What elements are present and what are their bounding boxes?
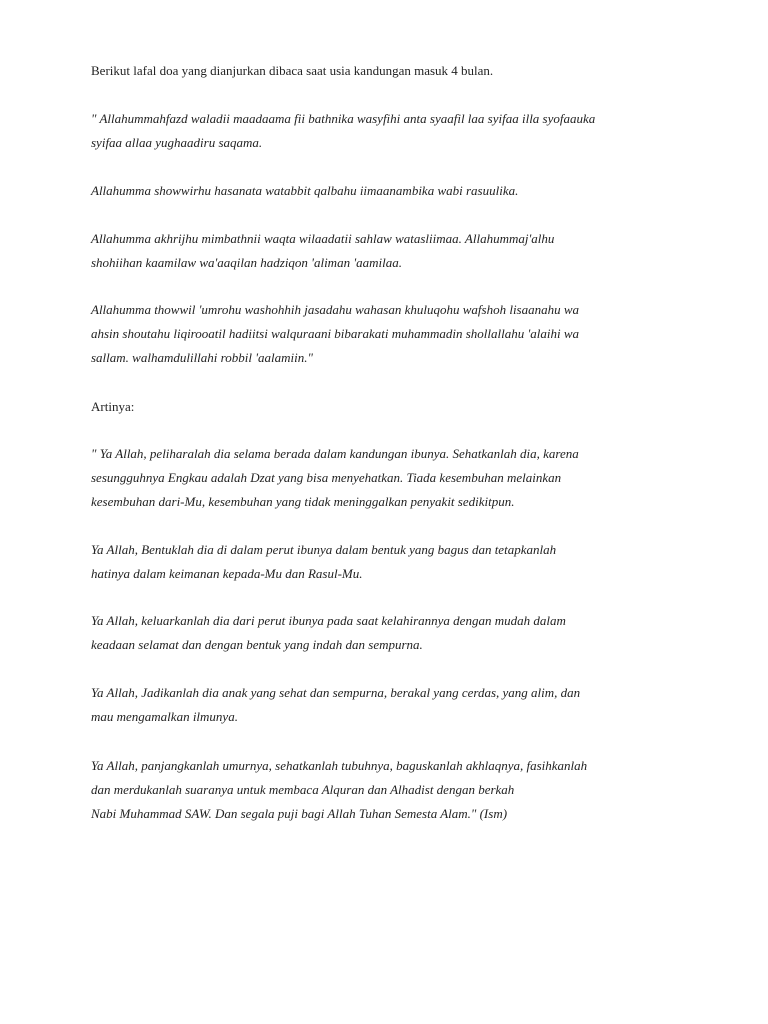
arti-line: sesungguhnya Engkau adalah Dzat yang bisa menyehatkan. Tiada kesembuhan melainkan [91,470,562,485]
arti-paragraph-3 [91,609,691,657]
doa-paragraph-3 [91,227,691,275]
arti-line: hatinya dalam keimanan kepada-Mu dan Rasul-Mu. [91,566,363,581]
arti-line: mau mengamalkan ilmunya. [91,709,238,724]
intro-line: Berikut lafal doa yang dianjurkan dibaca saat usia kandungan masuk 4 bulan. [91,63,494,78]
artinya-label: Artinya: [91,399,135,414]
doa-line: shohiihan kaamilaw wa'aaqilan hadziqon 'aliman 'aamilaa. [91,255,402,270]
arti-line: Nabi Muhammad SAW. Dan segala puji bagi Allah Tuhan Semesta Alam." (Ism) [91,806,508,821]
arti-paragraph-1 [91,442,691,514]
arti-paragraph-4 [91,681,691,729]
arti-line: Ya Allah, panjangkanlah umurnya, sehatkanlah tubuhnya, baguskanlah akhlaqnya, fasihkanlah [91,758,588,773]
arti-line: Ya Allah, Bentuklah dia di dalam perut ibunya dalam bentuk yang bagus dan tetapkanlah [91,542,557,557]
arti-line: kesembuhan dari-Mu, kesembuhan yang tidak meninggalkan penyakit sedikitpun. [91,494,515,509]
arti-paragraph-2 [91,538,691,586]
arti-line: keadaan selamat dan dengan bentuk yang indah dan sempurna. [91,637,423,652]
artinya-heading [91,395,691,419]
doa-line: syifaa allaa yughaadiru saqama. [91,135,263,150]
doa-line: Allahumma showwirhu hasanata watabbit qalbahu iimaanambika wabi rasuulika. [91,183,519,198]
doa-paragraph-4 [91,298,691,370]
doa-line: ahsin shoutahu liqirooatil hadiitsi walquraani bibarakati muhammadin shollallahu 'alaihi wa [91,326,580,341]
arti-line: Ya Allah, Jadikanlah dia anak yang sehat dan sempurna, berakal yang cerdas, yang alim, dan [91,685,581,700]
doa-paragraph-2 [91,179,691,203]
arti-line: Ya Allah, keluarkanlah dia dari perut ibunya pada saat kelahirannya dengan mudah dalam [91,613,566,628]
doa-paragraph-1 [91,107,691,155]
intro-paragraph [91,59,691,83]
arti-paragraph-5 [91,754,691,826]
doa-line: " Allahummahfazd waladii maadaama fii bathnika wasyfihi anta syaafil laa syifaa illa syofaauka [91,111,596,126]
doa-line: Allahumma thowwil 'umrohu washohhih jasadahu wahasan khuluqohu wafshoh lisaanahu wa [91,302,580,317]
doa-line: sallam. walhamdulillahi robbil 'aalamiin." [91,350,313,365]
arti-line: dan merdukanlah suaranya untuk membaca Alquran dan Alhadist dengan berkah [91,782,515,797]
arti-line: " Ya Allah, peliharalah dia selama berada dalam kandungan ibunya. Sehatkanlah dia, karena [91,446,579,461]
doa-line: Allahumma akhrijhu mimbathnii waqta wilaadatii sahlaw watasliimaa. Allahummaj'alhu [91,231,555,246]
